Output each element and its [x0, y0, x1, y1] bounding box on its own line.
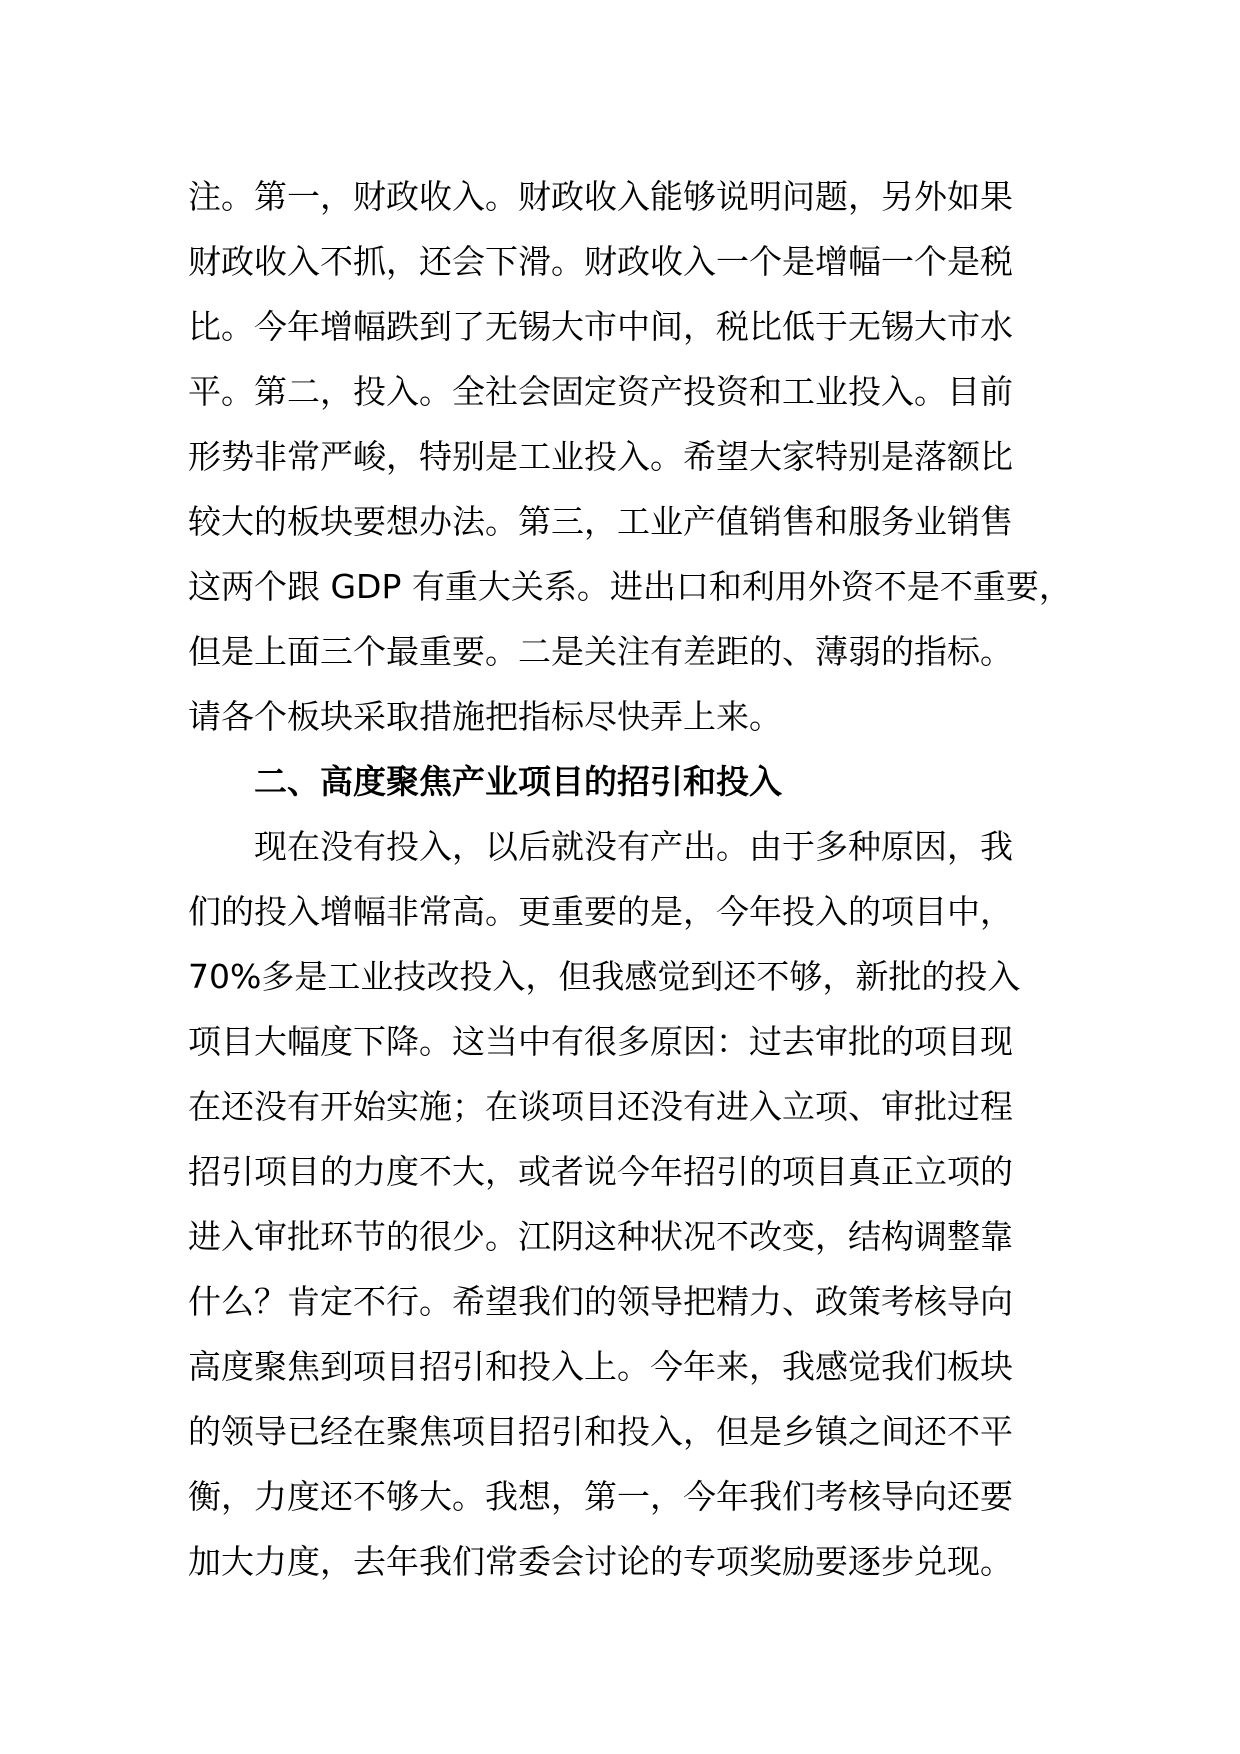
- text-line: 项目大幅度下降。这当中有很多原因：过去审批的项目现: [188, 1022, 1013, 1061]
- text-line: 们的投入增幅非常高。更重要的是，今年投入的项目中，: [188, 892, 1013, 931]
- text-line: 这两个跟 GDP 有重大关系。进出口和利用外资不是不重要，: [188, 567, 1072, 606]
- text-line: 的领导已经在聚焦项目招引和投入，但是乡镇之间还不平: [188, 1412, 1013, 1451]
- text-line: 形势非常严峻，特别是工业投入。希望大家特别是落额比: [188, 437, 1013, 476]
- text-line: 现在没有投入，以后就没有产出。由于多种原因，我: [254, 827, 1013, 866]
- text-line: 加大力度，去年我们常委会讨论的专项奖励要逐步兑现。: [188, 1542, 1013, 1581]
- text-line: 平。第二，投入。全社会固定资产投资和工业投入。目前: [188, 372, 1013, 411]
- text-line: 注。第一，财政收入。财政收入能够说明问题，另外如果: [188, 177, 1013, 216]
- text-line: 进入审批环节的很少。江阴这种状况不改变，结构调整靠: [188, 1217, 1013, 1256]
- section-heading: 二、高度聚焦产业项目的招引和投入: [254, 762, 782, 801]
- text-line: 但是上面三个最重要。二是关注有差距的、薄弱的指标。: [188, 632, 1013, 671]
- text-line: 比。今年增幅跌到了无锡大市中间，税比低于无锡大市水: [188, 307, 1013, 346]
- text-line: 招引项目的力度不大，或者说今年招引的项目真正立项的: [188, 1152, 1013, 1191]
- document-body: [188, 164, 1088, 1594]
- text-line: 70%多是工业技改投入，但我感觉到还不够，新批的投入: [188, 957, 1021, 996]
- text-line: 财政收入不抓，还会下滑。财政收入一个是增幅一个是税: [188, 242, 1013, 281]
- text-line: 衡，力度还不够大。我想，第一，今年我们考核导向还要: [188, 1477, 1013, 1516]
- text-line: 请各个板块采取措施把指标尽快弄上来。: [188, 697, 782, 736]
- text-line: 较大的板块要想办法。第三，工业产值销售和服务业销售: [188, 502, 1013, 541]
- text-line: 高度聚焦到项目招引和投入上。今年来，我感觉我们板块: [188, 1347, 1013, 1386]
- text-line: 什么？肯定不行。希望我们的领导把精力、政策考核导向: [188, 1282, 1013, 1321]
- text-line: 在还没有开始实施；在谈项目还没有进入立项、审批过程: [188, 1087, 1013, 1126]
